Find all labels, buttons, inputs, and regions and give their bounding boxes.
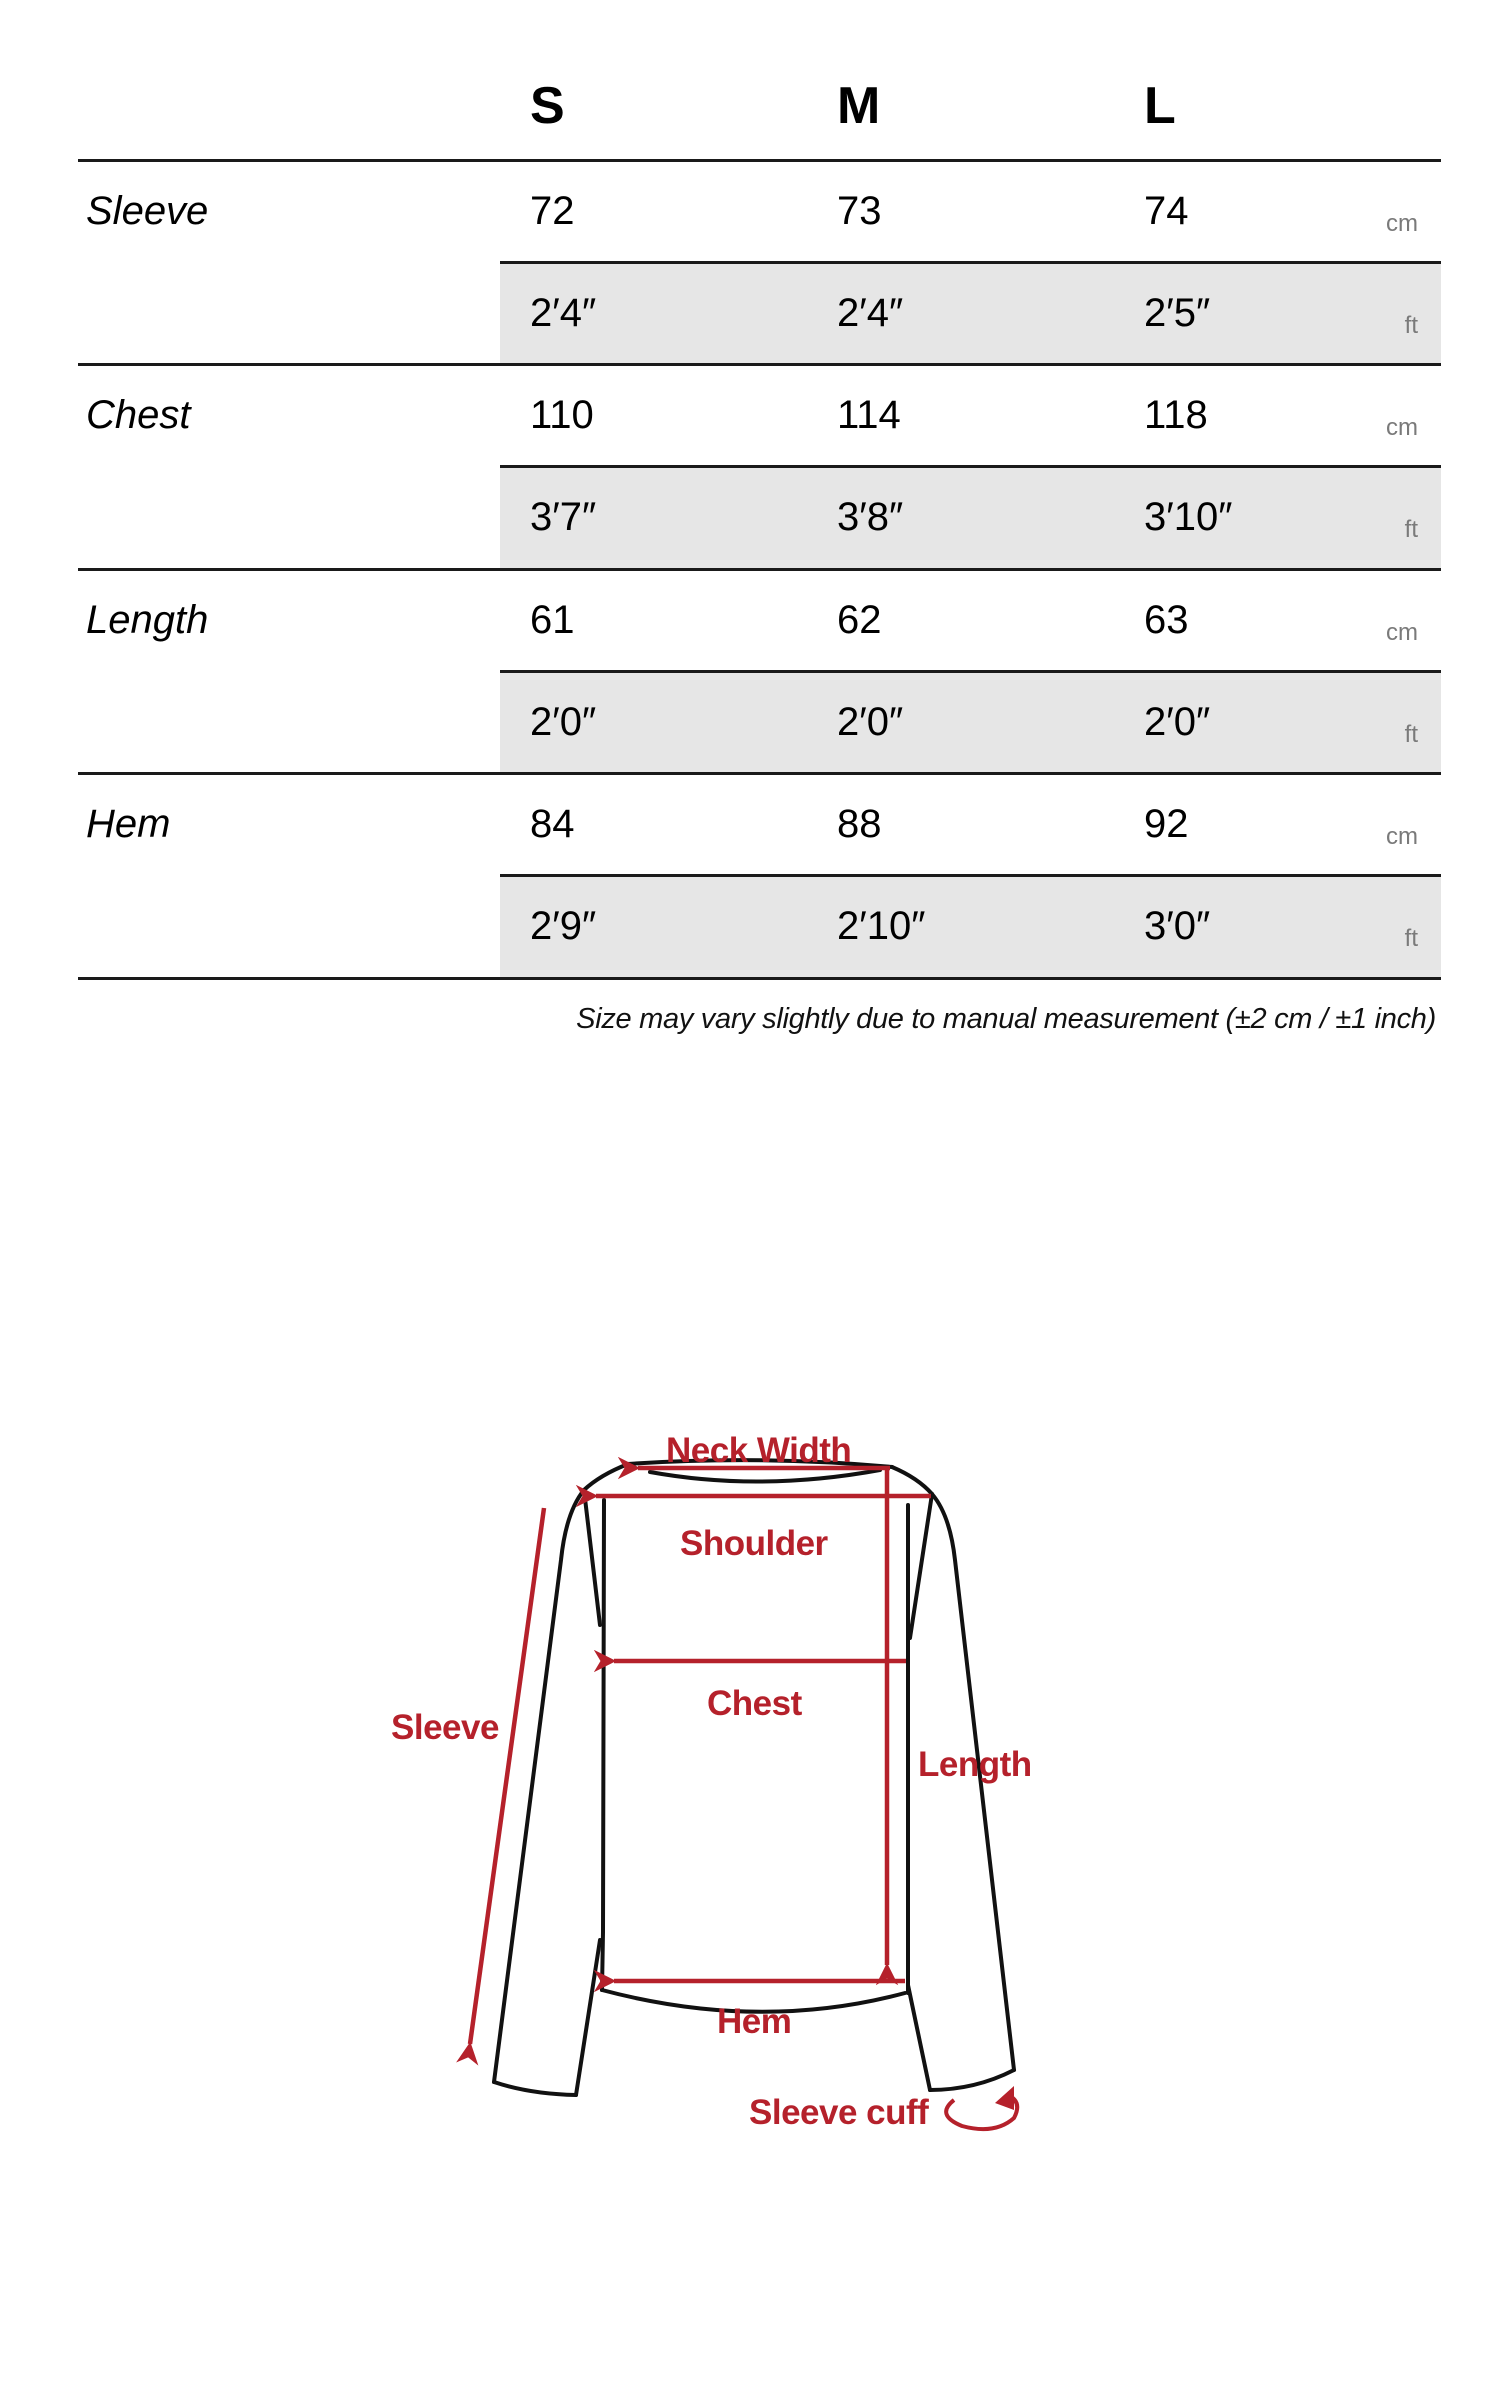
measurement-note: Size may vary slightly due to manual measurement (±2 cm / ±1 inch) <box>576 1003 1436 1035</box>
cell-ft-m: 3′8″ <box>837 495 904 539</box>
label-sleeve: Sleeve <box>391 1708 499 1747</box>
cell-ft-s: 3′7″ <box>530 495 597 539</box>
unit-ft: ft <box>1404 721 1418 748</box>
cell-cm-l: 118 <box>1144 393 1208 437</box>
cell-ft-m: 2′0″ <box>837 700 904 744</box>
unit-cm: cm <box>1386 414 1418 441</box>
cell-cm-s: 72 <box>530 189 575 233</box>
cell-cm-l: 74 <box>1144 189 1189 233</box>
size-header-s: S <box>530 77 565 135</box>
cell-cm-s: 84 <box>530 802 575 846</box>
row-label: Length <box>86 598 209 642</box>
cell-cm-m: 114 <box>837 393 901 437</box>
cell-ft-s: 2′0″ <box>530 700 597 744</box>
label-sleeve-cuff: Sleeve cuff <box>749 2093 929 2132</box>
size-header-l: L <box>1144 77 1176 135</box>
unit-ft: ft <box>1404 516 1418 543</box>
unit-ft: ft <box>1404 925 1418 952</box>
cell-ft-m: 2′4″ <box>837 291 904 335</box>
cell-cm-m: 73 <box>837 189 882 233</box>
unit-cm: cm <box>1386 823 1418 850</box>
unit-ft: ft <box>1404 312 1418 339</box>
cell-cm-s: 110 <box>530 393 594 437</box>
label-hem: Hem <box>717 2002 792 2041</box>
cell-ft-l: 3′0″ <box>1144 904 1211 948</box>
label-neck-width: Neck Width <box>666 1431 852 1470</box>
row-label: Hem <box>86 802 171 846</box>
cell-ft-m: 2′10″ <box>837 904 926 948</box>
row-label: Chest <box>86 393 191 437</box>
cell-ft-l: 2′5″ <box>1144 291 1211 335</box>
unit-cm: cm <box>1386 210 1418 237</box>
cell-cm-m: 88 <box>837 802 882 846</box>
label-chest: Chest <box>707 1684 802 1723</box>
row-label: Sleeve <box>86 189 209 233</box>
cell-cm-m: 62 <box>837 598 882 642</box>
size-header-m: M <box>837 77 881 135</box>
cell-cm-l: 63 <box>1144 598 1189 642</box>
cell-ft-s: 2′9″ <box>530 904 597 948</box>
label-length: Length <box>918 1745 1032 1784</box>
cell-ft-s: 2′4″ <box>530 291 597 335</box>
cell-cm-s: 61 <box>530 598 575 642</box>
cell-ft-l: 2′0″ <box>1144 700 1211 744</box>
cell-ft-l: 3′10″ <box>1144 495 1233 539</box>
label-shoulder: Shoulder <box>680 1524 828 1563</box>
unit-cm: cm <box>1386 619 1418 646</box>
cell-cm-l: 92 <box>1144 802 1189 846</box>
